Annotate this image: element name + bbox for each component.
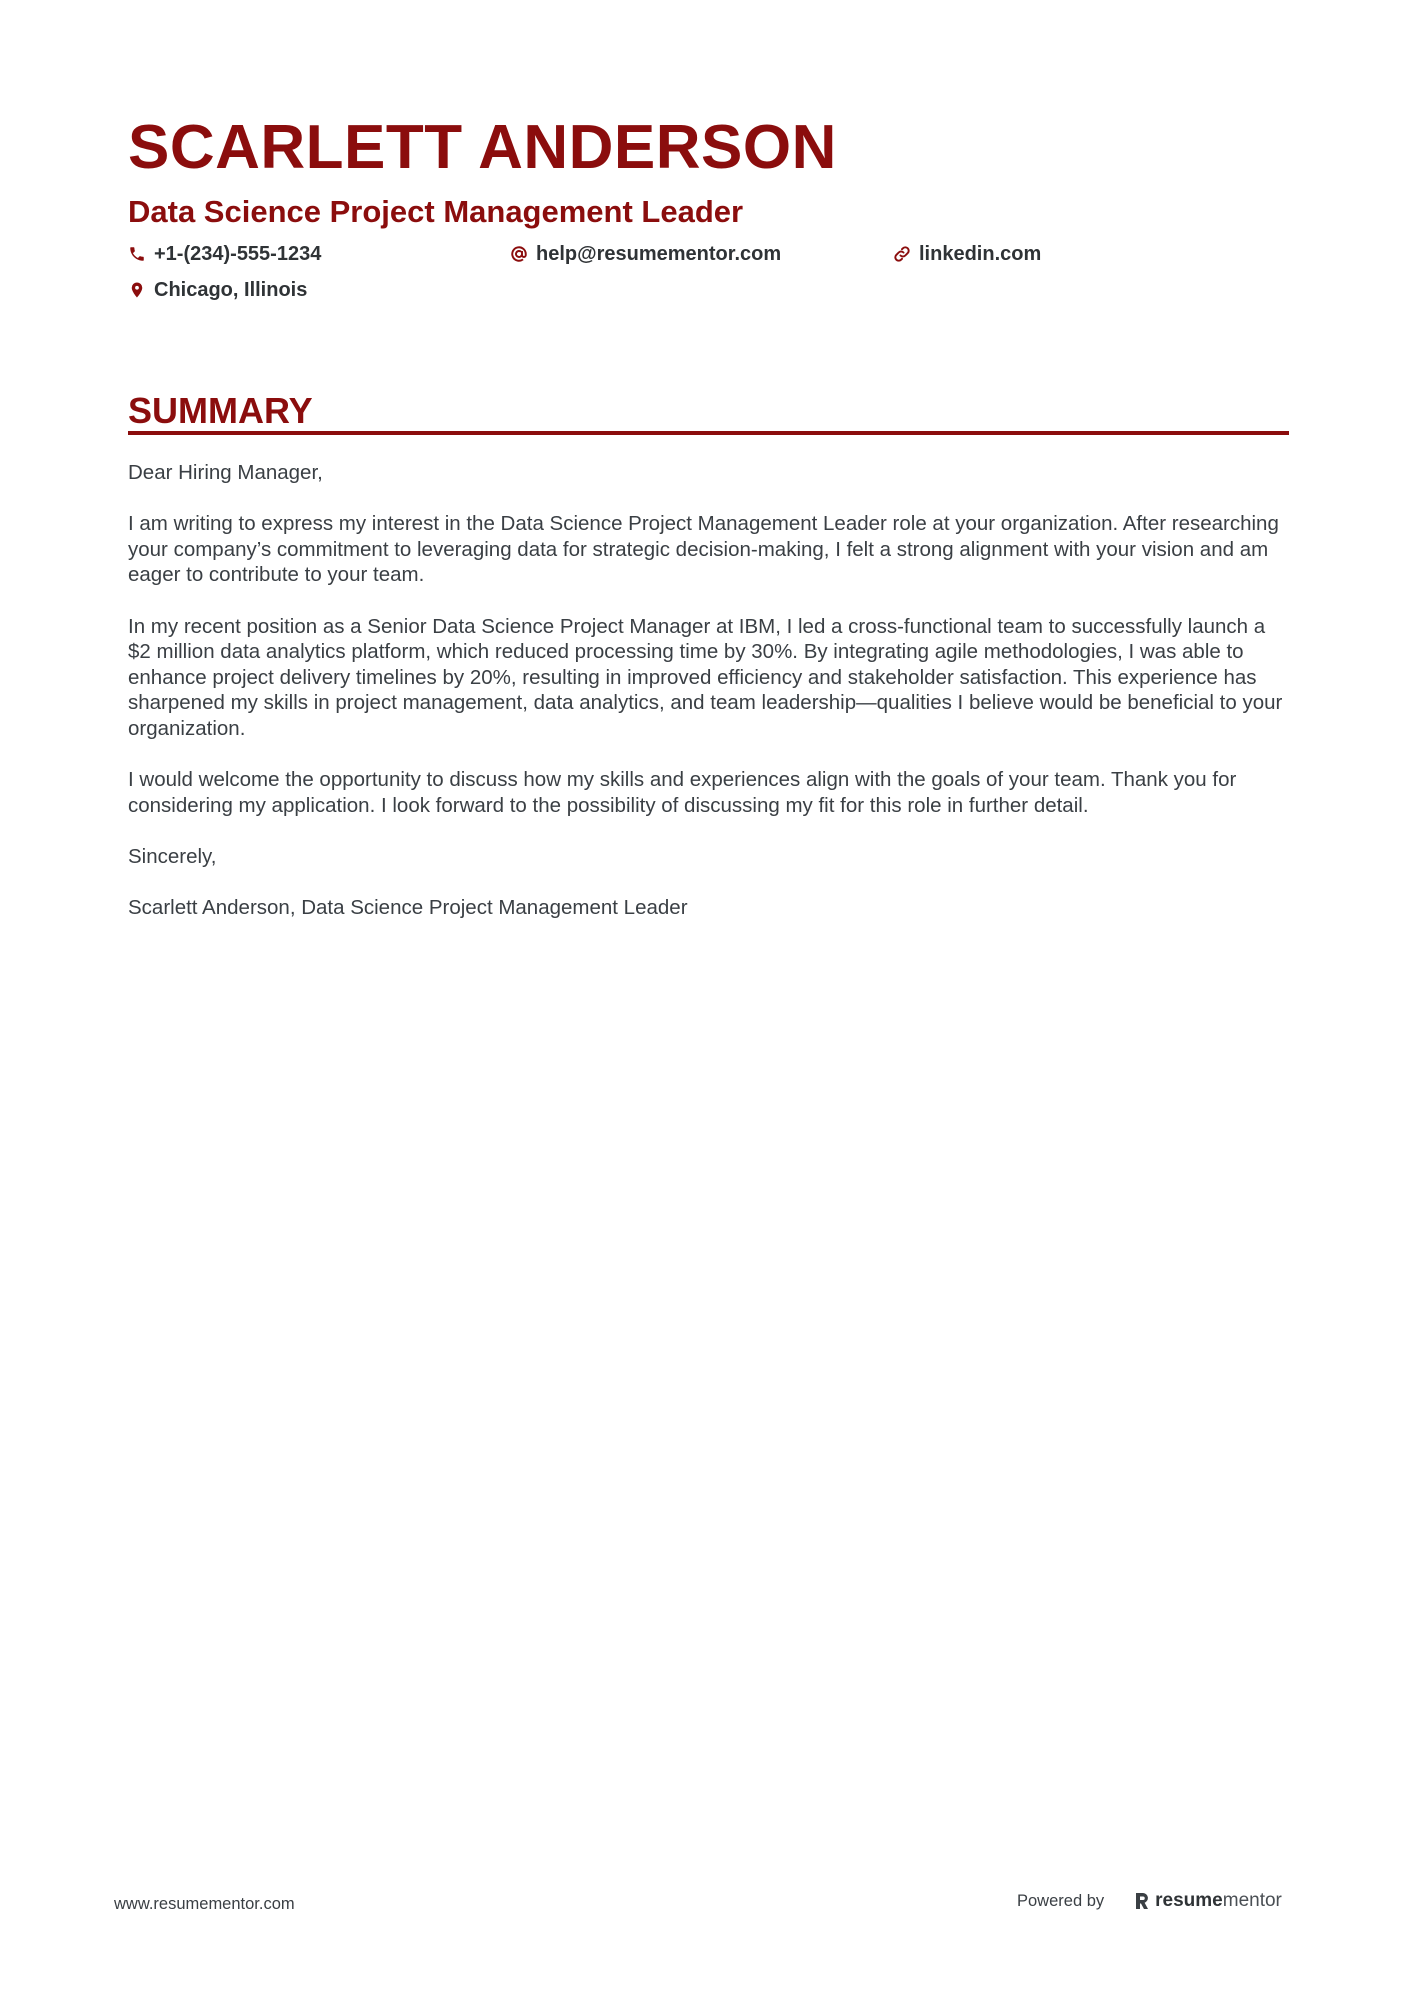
paragraph-experience: In my recent position as a Senior Data Science Project Manager at IBM, I led a cross-functional team to successfully launch a $2 million data analytics platform, which reduced processing time by 30%. By integrating agile methodologies, I was able to enhance project delivery timelines by 20%, resulting in improved efficiency and stakeholder satisfaction. This experience has sharpened my skills in project management, data analytics, and team leadership—qualities I believe would be beneficial to your organization. [128,614,1283,740]
salutation: Dear Hiring Manager, [128,461,323,484]
location-text: Chicago, Illinois [154,279,308,301]
phone-text: +1-(234)-555-1234 [154,243,322,265]
email-text: help@resumementor.com [536,243,782,265]
paragraph-intro: I am writing to express my interest in the Data Science Project Management Leader role at your organization. After researching your company’s commitment to leveraging data for strategic decision-making, I felt a strong alignment with your vision and am eager to contribute to your team. [128,512,1279,587]
candidate-name: SCARLETT ANDERSON [128,113,837,182]
phone-icon [128,245,146,263]
contact-phone [128,241,321,267]
letter-body [128,460,1293,946]
at-icon [510,245,528,263]
footer-website[interactable]: www.resumementor.com [114,1895,295,1913]
contact-location [128,277,307,303]
contact-email[interactable] [510,241,781,267]
brand-name-light: mentor [1222,1890,1282,1911]
paragraph-closing: I would welcome the opportunity to discuss how my skills and experiences align with the goals of your team. Thank you for considering my application. I look forward to the possibility of discussing my fit for this role in further detail. [128,768,1237,817]
sign-off: Sincerely, [128,844,217,868]
resumementor-logo-icon [1134,1891,1150,1911]
contact-linkedin[interactable] [893,241,1041,267]
section-divider [128,431,1289,435]
powered-by-label: Powered by [1017,1892,1105,1910]
linkedin-text: linkedin.com [919,243,1042,265]
link-icon [893,245,911,263]
signature: Scarlett Anderson, Data Science Project Management Leader [128,896,688,920]
footer-branding [1017,1890,1282,1912]
candidate-role: Data Science Project Management Leader [128,194,744,229]
map-pin-icon [128,281,146,299]
summary-heading: SUMMARY [128,390,313,431]
brand-name-bold: resume [1155,1890,1223,1911]
brand-logo[interactable] [1134,1890,1282,1912]
